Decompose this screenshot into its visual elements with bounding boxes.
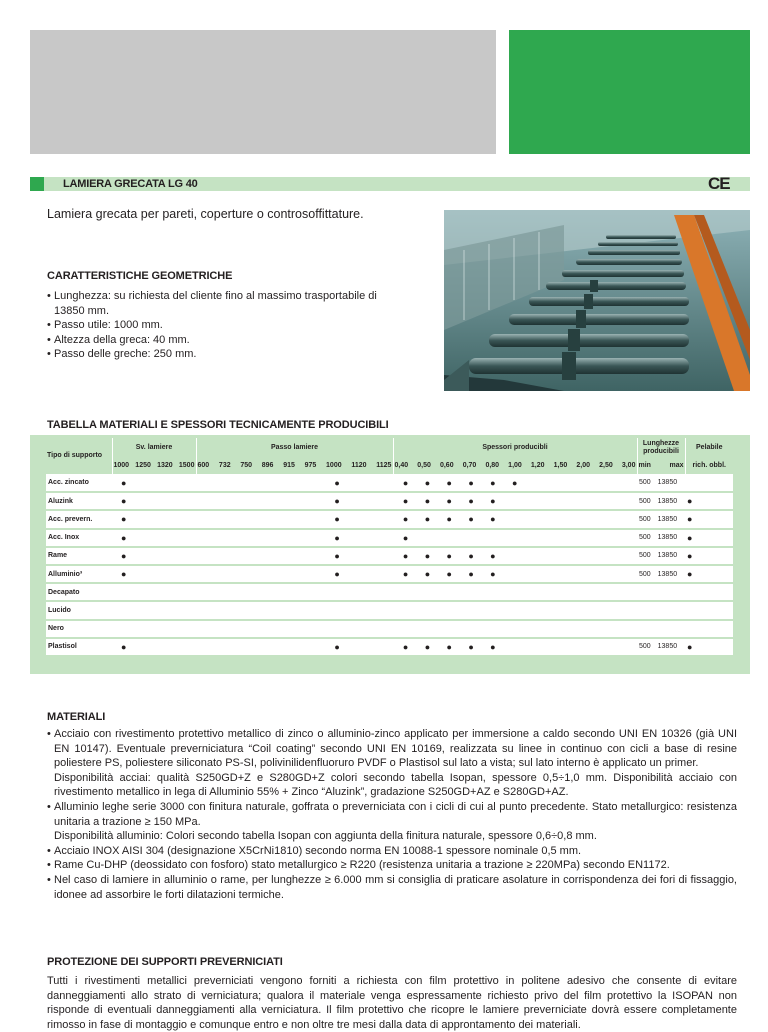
passo-value: 1125 — [376, 461, 392, 469]
spessori-value: 0,40 — [394, 461, 409, 469]
spessori-dot: ● — [468, 514, 474, 525]
passo-value: 1120 — [351, 461, 367, 469]
row-length-max: 13850 — [657, 552, 678, 560]
passo-values — [198, 462, 392, 470]
spessori-dot: ● — [424, 477, 431, 488]
spessori-value: 0,60 — [439, 461, 454, 469]
spessori-dot: ● — [468, 641, 474, 652]
row-length-min: 500 — [639, 497, 651, 505]
table-row — [46, 620, 733, 638]
table-row — [46, 547, 733, 565]
table-row — [46, 474, 733, 492]
spessori-dot: ● — [402, 477, 409, 488]
row-pelabile: ● — [685, 565, 733, 583]
row-material-name: Rame — [46, 547, 112, 565]
row-material-name: Decapato — [46, 583, 112, 601]
row-length-min: 500 — [639, 552, 651, 560]
spessori-value: 1,20 — [530, 461, 545, 469]
header-passo-lamiere: Passo lamiere — [196, 438, 393, 457]
table-subheader-row — [46, 457, 733, 474]
pelabile-sub: rich. obbl. — [685, 457, 733, 474]
row-length-min: 500 — [639, 570, 651, 578]
spessori-value: 1,00 — [508, 461, 522, 469]
passo-dot: ● — [334, 514, 340, 525]
spessori-values — [395, 462, 636, 470]
header-green-block — [509, 30, 750, 154]
header-lunghezze: Lunghezze producibili — [637, 438, 685, 457]
header-sv-lamiere: Sv. lamiere — [112, 438, 196, 457]
header-image-placeholder — [30, 30, 496, 154]
sv-value: 1000 — [113, 461, 130, 469]
spessori-dot: ● — [468, 569, 474, 580]
spessori-dot: ● — [402, 641, 409, 652]
sv-dot: ● — [121, 496, 127, 507]
spessori-dot: ● — [468, 477, 474, 488]
row-pelabile: ● — [685, 510, 733, 528]
row-length-min: 500 — [639, 534, 651, 542]
row-material-name: Alluminio³ — [46, 565, 112, 583]
spessori-dot: ● — [402, 532, 409, 543]
geometric-section-title: CARATTERISTICHE GEOMETRICHE — [47, 270, 233, 282]
row-material-name: Nero — [46, 620, 112, 638]
list-item: • Passo utile: 1000 mm. — [47, 318, 407, 333]
ce-mark-logo: CE — [708, 174, 730, 193]
list-item: Disponibilità alluminio: Colori secondo tabella Isopan con aggiunta della finitura naturale, spessore 0,6÷0,8 mm. — [54, 830, 597, 843]
list-item: • Rame Cu-DHP (deossidato con fosforo) stato metallurgico ≥ R220 (resistenza unitaria a trazione ≥ 220MPa) secondo EN1172. — [47, 858, 737, 873]
spessori-dot: ● — [490, 569, 496, 580]
passo-value: 915 — [283, 461, 295, 469]
spessori-dot: ● — [402, 569, 409, 580]
spessori-dot: ● — [490, 550, 496, 561]
spessori-dot: ● — [402, 550, 409, 561]
list-item: • Nel caso di lamiere in alluminio o rame, per lunghezze ≥ 6.000 mm si consiglia di praticare asolature in corrispondenza dei fori di fissaggio, idonee ad assorbire le forti dilatazioni termiche. — [47, 873, 737, 902]
length-min-max — [639, 462, 684, 470]
length-min-label: min — [638, 461, 651, 469]
intro-text: Lamiera grecata per pareti, coperture o controsoffittature. — [47, 207, 364, 221]
list-item: • Acciaio INOX AISI 304 (designazione X5CrNi1810) secondo norma EN 10088-1 spessore nominale 0,5 mm. — [47, 844, 737, 859]
geometric-list — [47, 289, 407, 362]
production-line-illustration — [444, 210, 750, 391]
row-material-name: Acc. prevern. — [46, 510, 112, 528]
spessori-value: 0,70 — [462, 461, 477, 469]
table-section-title: TABELLA MATERIALI E SPESSORI TECNICAMENTE PRODUCIBILI — [47, 419, 389, 431]
row-length-max: 13850 — [657, 515, 678, 523]
table-row — [46, 583, 733, 601]
row-pelabile: ● — [685, 638, 733, 656]
spessori-dot: ● — [490, 496, 496, 507]
sv-dot: ● — [121, 569, 127, 580]
sv-dot: ● — [121, 550, 127, 561]
spessori-dot: ● — [490, 477, 496, 488]
row-pelabile — [685, 601, 733, 619]
row-length-max: 13850 — [657, 570, 678, 578]
spessori-dot: ● — [446, 569, 452, 580]
spessori-dot: ● — [446, 550, 452, 561]
row-pelabile — [685, 474, 733, 492]
sv-dot: ● — [121, 641, 127, 652]
row-length-max: 13850 — [657, 643, 678, 651]
table-header-row — [46, 438, 733, 457]
list-item: • Alluminio leghe serie 3000 con finitura naturale, goffrata o preverniciata con i cicli di cui al punto precedente. Stato metallurgico: resistenza unitaria a trazione ≥ 150 MPa. — [47, 800, 737, 829]
spessori-dot: ● — [490, 514, 496, 525]
passo-dot: ● — [334, 641, 340, 652]
spessori-dot: ● — [402, 496, 409, 507]
spessori-value: 1,50 — [553, 461, 568, 469]
spessori-dot: ● — [424, 569, 431, 580]
spessori-dot: ● — [446, 496, 452, 507]
passo-dot: ● — [334, 569, 340, 580]
spessori-dot: ● — [468, 550, 474, 561]
row-length-min: 500 — [639, 479, 651, 487]
passo-value: 896 — [261, 461, 274, 469]
list-item: • Acciaio con rivestimento protettivo metallico di zinco o alluminio-zinco applicato per immersione a caldo secondo UNI EN 10326 (già UNI EN 10147). Eventuale preverniciatura “Coil coating” secondo UNI EN 10169, realizzata su linee in continuo con cicli a base di resine poliestere PS, poliestere siliconato PS-SI, polivinilidenfluoruro PVDF o Plastisol sul lato a vista; sul lato interno è applicato un primer. — [47, 727, 737, 771]
table-body — [46, 474, 733, 656]
protection-text: Tutti i rivestimenti metallici preverniciati vengono forniti a richiesta con film protettivo in politene adesivo che consente di evitare danneggiamenti allo strato di verniciatura; qualora il materiale venga espressamente richiesto privo del film protettivo la ISOPAN non risponde di eventuali danneggiamenti alla verniciatura. Il film protettivo che ricopre le lamiere preverniciate dovrà essere completamente rimosso in fase di montaggio e comunque entro e non oltre tre mesi dalla data di approntamento dei materiali. — [47, 975, 737, 1031]
sv-dot: ● — [121, 514, 127, 525]
row-length-min: 500 — [639, 515, 651, 523]
passo-dot: ● — [334, 496, 340, 507]
spessori-dot: ● — [424, 550, 431, 561]
row-length-min: 500 — [639, 643, 651, 651]
list-item: • Lunghezza: su richiesta del cliente fino al massimo trasportabile di 13850 mm. — [47, 289, 407, 318]
spessori-value: 3,00 — [621, 461, 636, 469]
row-length-max: 13850 — [657, 479, 678, 487]
spessori-dot: ● — [512, 477, 518, 488]
sv-values — [114, 462, 195, 470]
passo-dot: ● — [334, 532, 340, 543]
spessori-dot: ● — [468, 496, 474, 507]
spessori-dot: ● — [424, 641, 431, 652]
table-row — [46, 492, 733, 510]
title-marker — [30, 177, 44, 191]
spessori-value: 2,50 — [599, 461, 613, 469]
row-pelabile: ● — [685, 529, 733, 547]
passo-value: 975 — [304, 461, 317, 469]
sv-value: 1500 — [178, 461, 195, 469]
table-row — [46, 601, 733, 619]
spessori-value: 0,50 — [417, 461, 431, 469]
passo-value: 750 — [240, 461, 253, 469]
sv-value: 1320 — [157, 461, 173, 469]
passo-dot: ● — [334, 550, 340, 561]
spessori-dot: ● — [446, 477, 452, 488]
row-pelabile — [685, 620, 733, 638]
row-material-name: Acc. Inox — [46, 529, 112, 547]
table-row — [46, 638, 733, 656]
table-row — [46, 510, 733, 528]
passo-value: 1000 — [326, 461, 342, 469]
materials-list — [47, 727, 737, 902]
spessori-dot: ● — [490, 641, 496, 652]
passo-value: 732 — [218, 461, 231, 469]
sv-dot: ● — [121, 477, 127, 488]
header-spessori: Spessori producibli — [393, 438, 637, 457]
spessori-dot: ● — [402, 514, 409, 525]
spessori-dot: ● — [446, 514, 452, 525]
header-tipo-supporto: Tipo di supporto — [47, 452, 103, 459]
materials-section-title: MATERIALI — [47, 711, 106, 723]
row-pelabile: ● — [685, 547, 733, 565]
product-title: LAMIERA GRECATA LG 40 — [63, 178, 198, 190]
list-item: Disponibilità acciai: qualità S250GD+Z e S280GD+Z colori secondo tabella Isopan, spessore 0,5÷1,0 mm. Disponibilità acciaio con rivestimento metallico in lega di Alluminio 55% + Zinco “Aluzink”, gradazione S250GD+AZ e S280GD+AZ. — [54, 771, 737, 799]
row-material-name: Aluzink — [46, 492, 112, 510]
passo-value: 600 — [197, 461, 210, 469]
row-length-max: 13850 — [657, 534, 678, 542]
row-material-name: Plastisol — [46, 638, 112, 656]
spessori-value: 2,00 — [576, 461, 590, 469]
materials-table — [46, 438, 733, 657]
row-pelabile — [685, 583, 733, 601]
sv-value: 1250 — [135, 461, 151, 469]
production-line-photo — [444, 210, 750, 391]
spessori-dot: ● — [424, 496, 431, 507]
table-row — [46, 529, 733, 547]
list-item: • Passo delle greche: 250 mm. — [47, 347, 407, 362]
spessori-dot: ● — [424, 514, 431, 525]
row-material-name: Lucido — [46, 601, 112, 619]
row-pelabile: ● — [685, 492, 733, 510]
row-material-name: Acc. zincato — [46, 474, 112, 492]
sv-dot: ● — [121, 532, 127, 543]
row-length-max: 13850 — [657, 497, 678, 505]
spessori-value: 0,80 — [485, 461, 500, 469]
passo-dot: ● — [334, 477, 340, 488]
spessori-dot: ● — [446, 641, 452, 652]
table-row — [46, 565, 733, 583]
list-item: • Altezza della greca: 40 mm. — [47, 333, 407, 348]
length-max-label: max — [669, 461, 684, 469]
protection-section-title: PROTEZIONE DEI SUPPORTI PREVERNICIATI — [47, 956, 283, 968]
header-pelabile: Pelabile — [685, 438, 733, 457]
